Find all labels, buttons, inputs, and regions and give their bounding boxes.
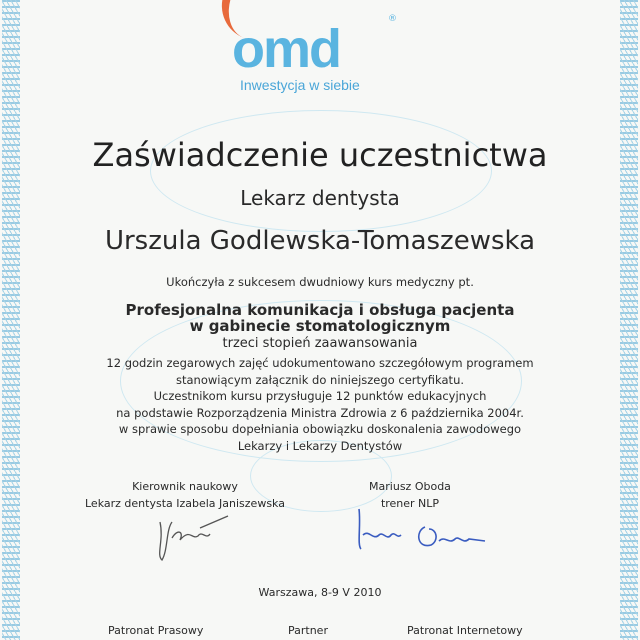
detail-line: Uczestnikom kursu przysługuje 12 punktów edukacyjnych (153, 389, 487, 403)
course-title-line: w gabinecie stomatologicznym (189, 317, 451, 335)
detail-line: w sprawie sposobu dopełniania obowiązku doskonalenia zawodowego (118, 422, 522, 436)
completion-text: Ukończyła z sukcesem dwudniowy kurs medyczny pt. (166, 275, 474, 289)
detail-line: Lekarzy i Lekarzy Dentystów (237, 438, 403, 453)
profession: Lekarz dentysta (240, 186, 400, 210)
signatory-left (60, 478, 310, 512)
certificate-title: Zaświadczenie uczestnictwa (92, 136, 548, 174)
logo-text: omd (232, 19, 340, 79)
registered-mark: ® (388, 14, 397, 24)
place-date: Warszawa, 8-9 V 2010 (258, 586, 382, 599)
course-title (0, 302, 640, 334)
course-details (0, 355, 640, 454)
participant-name: Urszula Godlewska-Tomaszewska (104, 226, 536, 256)
signatory-role: Kierownik naukowy (132, 480, 238, 493)
partner: Partner (288, 624, 328, 637)
signatory-role: trener NLP (380, 497, 440, 510)
signature-right (355, 505, 495, 555)
signature-left (150, 510, 230, 565)
course-level: trzeci stopień zaawansowania (222, 336, 418, 351)
detail-line: na podstawie Rozporządzenia Ministra Zdrowia z 6 października 2004r. (116, 405, 524, 420)
signatory-name: Lekarz dentysta Izabela Janiszewska (85, 497, 285, 510)
patronat-prasowy: Patronat Prasowy (108, 624, 204, 637)
signatory-name: Mariusz Oboda (369, 480, 451, 493)
detail-line: stanowiącym załącznik do niniejszego certyfikatu. (175, 372, 465, 387)
course-title-line: Profesjonalna komunikacja i obsługa pacjenta (125, 301, 515, 319)
patronat-internetowy: Patronat Internetowy (407, 624, 523, 637)
logo-tagline: Inwestycja w siebie (240, 77, 360, 93)
detail-line: 12 godzin zegarowych zajęć udokumentowano szczegółowym programem (106, 356, 534, 370)
